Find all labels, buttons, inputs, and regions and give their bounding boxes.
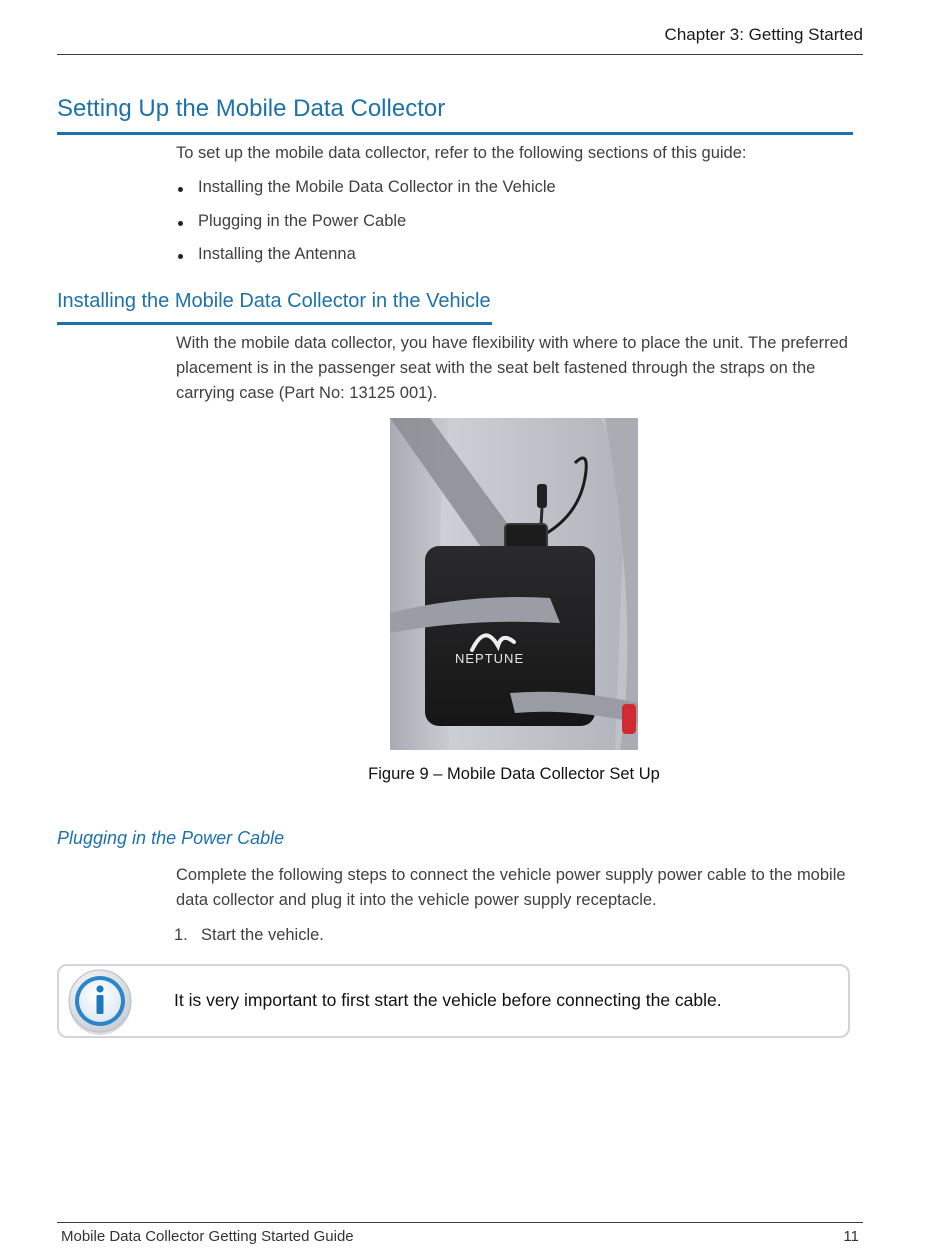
figure-logo-text: NEPTUNE [455, 651, 525, 666]
list-item [176, 245, 816, 279]
bullet-icon [178, 221, 183, 226]
list-item-text: Installing the Antenna [198, 245, 356, 263]
list-item-text: Plugging in the Power Cable [198, 211, 407, 230]
page-header: Chapter 3: Getting Started [664, 25, 863, 44]
list-item [176, 178, 816, 212]
bullet-icon [178, 254, 183, 259]
install-paragraph: With the mobile data collector, you have flexibility with where to place the unit. The preferred placement is in the passenger seat with the seat belt fastened through the straps on the carrying case (Part No: 13125 001). [176, 334, 848, 402]
figure-photo [390, 418, 638, 750]
footer-title: Mobile Data Collector Getting Started Guide [61, 1228, 354, 1245]
power-paragraph: Complete the following steps to connect the vehicle power supply power cable to the mobile data collector and plug it into the vehicle power supply receptacle. [176, 866, 846, 909]
header-rule [57, 54, 863, 55]
section-title-install: Installing the Mobile Data Collector in the Vehicle [57, 290, 491, 312]
section-title-rule [57, 322, 492, 325]
setup-intro: To set up the mobile data collector, refer to the following sections of this guide: [176, 144, 747, 162]
step-number: 1. [174, 926, 188, 944]
bullet-icon [178, 187, 183, 192]
collector-in-seat-illustration [390, 418, 638, 750]
step-text: Start the vehicle. [201, 926, 324, 944]
figure-caption: Figure 9 – Mobile Data Collector Set Up [368, 765, 660, 783]
info-icon [66, 968, 134, 1036]
footer-rule [57, 1222, 863, 1223]
note-text: It is very important to first start the vehicle before connecting the cable. [174, 990, 722, 1010]
step-item [174, 926, 324, 945]
section-title-rule [57, 132, 853, 135]
section-title-setup: Setting Up the Mobile Data Collector [57, 95, 446, 122]
list-item-text: Installing the Mobile Data Collector in the Vehicle [198, 178, 556, 196]
list-item [176, 212, 816, 246]
page-number: 11 [843, 1228, 859, 1245]
section-title-power: Plugging in the Power Cable [57, 828, 285, 848]
setup-section-list [176, 178, 816, 279]
